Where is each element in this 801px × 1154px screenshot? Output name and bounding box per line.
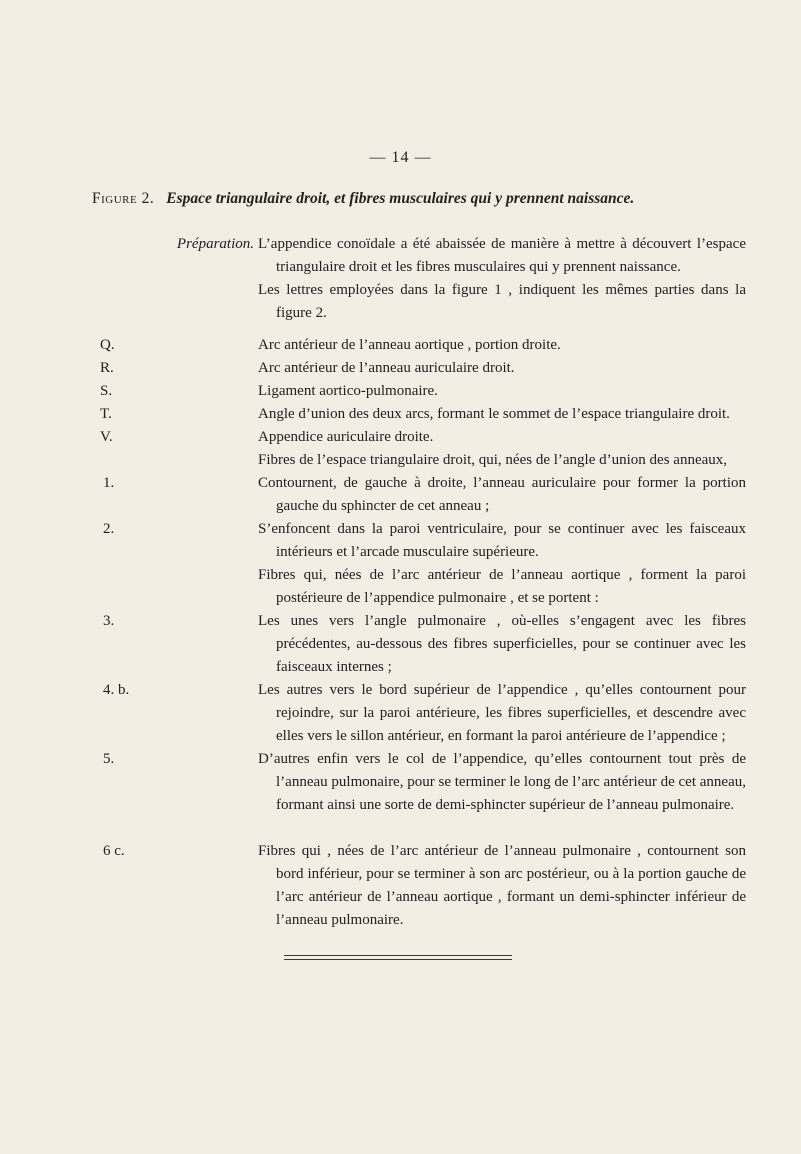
figure-title: Espace triangulaire droit, et fibres musculaires qui y prennent naissance. (166, 190, 635, 207)
item-key: 3. (103, 613, 115, 629)
fibres-aortic-intro: Fibres qui, nées de l’arc antérieur de l’anneau aortique , forment la paroi postérieure de l’appendice pulmonaire , et se portent : (258, 567, 746, 606)
legend-key: V. (100, 429, 113, 445)
item-key: 6 c. (103, 843, 125, 859)
figure-label: Figure 2. (92, 190, 155, 207)
item-text: Fibres qui , nées de l’arc antérieur de l’anneau pulmonaire , contournent son bord inférieur, pour se terminer à son arc postérieur, ou à la portion gauche de l’arc antérieur de l’anneau aortique , formant un demi-sphincter inférieur de l’anneau pulmonaire. (258, 843, 746, 928)
item-text: S’enfoncent dans la paroi ventriculaire, pour se continuer avec les faisceaux intérieurs et l’arcade musculaire supérieure. (258, 521, 746, 560)
legend-key: Q. (100, 337, 115, 353)
item-text: Les autres vers le bord supérieur de l’appendice , qu’elles contournent pour rejoindre, sur la paroi antérieure, les fibres superficielles, et descendre avec elles vers le sillon antérieur, en formant la paroi antérieure de l’appendice ; (258, 682, 746, 744)
item-text: Contournent, de gauche à droite, l’anneau auriculaire pour former la portion gauche du sphincter de cet anneau ; (258, 475, 746, 514)
figure-caption (92, 190, 772, 208)
item-key: 1. (103, 475, 115, 491)
preparation-text: L’appendice conoïdale a été abaissée de manière à mettre à découvert l’espace triangulaire droit et les fibres musculaires qui y prennent naissance. (258, 236, 746, 275)
preparation-note: Les lettres employées dans la figure 1 , indiquent les mêmes parties dans la figure 2. (258, 282, 746, 321)
item-key: 4. b. (103, 682, 130, 698)
legend-text: Arc antérieur de l’anneau aortique , portion droite. (258, 337, 561, 353)
legend-key: T. (100, 406, 112, 422)
legend-text: Angle d’union des deux arcs, formant le sommet de l’espace triangulaire droit. (258, 406, 730, 422)
preparation-label: Préparation. (176, 236, 254, 252)
page-number: — 14 — (369, 149, 432, 166)
legend-text: Arc antérieur de l’anneau auriculaire droit. (258, 360, 515, 376)
legend-key: R. (100, 360, 114, 376)
legend-key: S. (100, 383, 113, 399)
item-text: D’autres enfin vers le col de l’appendice, qu’elles contournent tout près de l’anneau pulmonaire, pour se terminer le long de l’arc antérieur de cet anneau, formant ainsi une sorte de demi-sphincter supérieur de l’anneau pulmonaire. (258, 751, 746, 813)
item-key: 5. (103, 751, 115, 767)
item-key: 2. (103, 521, 115, 537)
closing-rule (284, 955, 512, 960)
fibres-right-intro: Fibres de l’espace triangulaire droit, qui, nées de l’angle d’union des anneaux, (258, 452, 728, 468)
legend-text: Appendice auriculaire droite. (258, 429, 434, 445)
legend-text: Ligament aortico-pulmonaire. (258, 383, 438, 399)
item-text: Les unes vers l’angle pulmonaire , où-elles s’engagent avec les fibres précédentes, au-dessous des fibres superficielles, pour se continuer avec les faisceaux internes ; (258, 613, 746, 675)
